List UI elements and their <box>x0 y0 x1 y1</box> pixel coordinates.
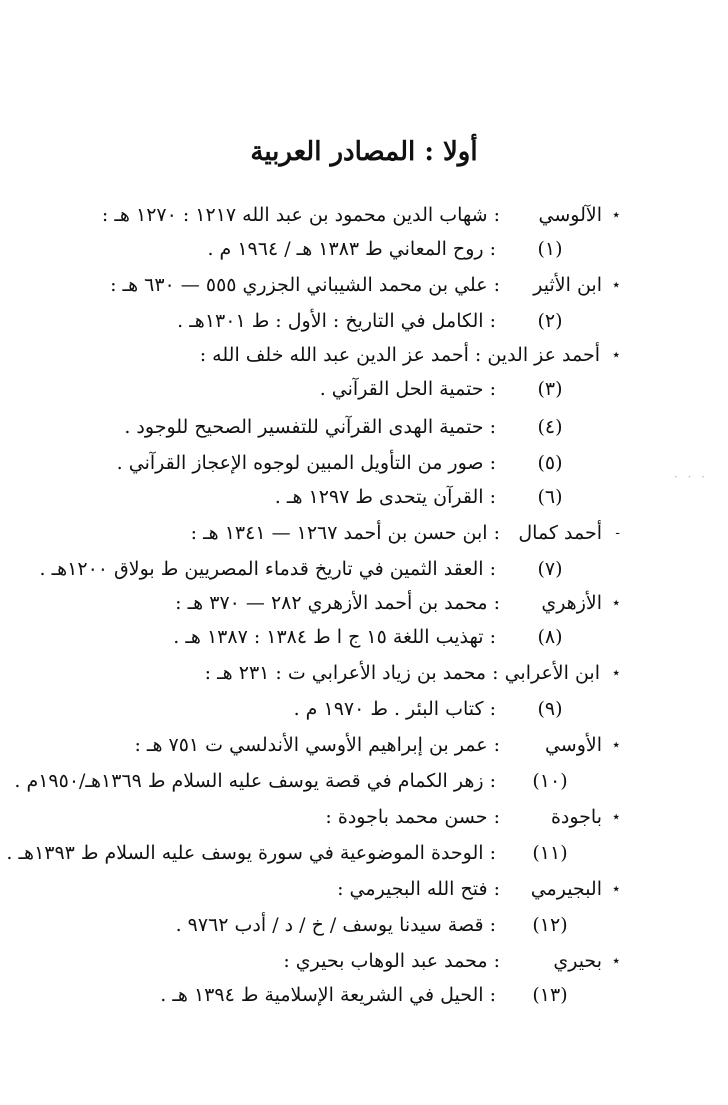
reference-title: : حتمية الهدى القرآني للتفسير الصحيح للوجود . <box>124 416 496 438</box>
reference-number: (١٢) <box>532 914 568 936</box>
bullet-star-icon: ٭ <box>612 277 620 293</box>
reference-number: (١٣) <box>532 984 568 1006</box>
reference-number: (٧) <box>537 558 563 580</box>
author-details: : فتح الله البجيرمي : <box>337 878 500 900</box>
author-entry <box>0 656 728 690</box>
reference-entry <box>0 480 728 514</box>
reference-title: : روح المعاني ط ١٣٨٣ هـ / ١٩٦٤ م . <box>207 238 496 260</box>
reference-number: (١٠) <box>532 770 568 792</box>
reference-title: : العقد الثمين في تاريخ قدماء المصريين ط بولاق ١٢٠٠هـ . <box>39 558 496 580</box>
reference-number: (٥) <box>537 452 563 474</box>
reference-number: (١١) <box>532 842 568 864</box>
reference-title: : القرآن يتحدى ط ١٢٩٧ هـ . <box>274 486 496 508</box>
author-details: : محمد عبد الوهاب بحيري : <box>283 950 500 972</box>
author-name: أحمد كمال <box>518 522 602 544</box>
reference-entry <box>0 620 728 654</box>
reference-title: : حتمية الحل القرآني . <box>319 378 496 400</box>
reference-title: : كتاب البئر . ط ١٩٧٠ م . <box>293 698 496 720</box>
reference-entry <box>0 446 728 480</box>
reference-entry <box>0 372 728 406</box>
reference-entry <box>0 410 728 444</box>
bullet-star-icon: ٭ <box>612 809 620 825</box>
author-entry <box>0 586 728 620</box>
author-details: : علي بن محمد الشيباني الجزري ٥٥٥ — ٦٣٠ هـ : <box>110 274 500 296</box>
reference-number: (٢) <box>537 310 563 332</box>
reference-number: (٤) <box>537 416 563 438</box>
author-details: : حسن محمد باجودة : <box>325 806 500 828</box>
author-entry <box>0 944 728 978</box>
bullet-star-icon: ٭ <box>612 953 620 969</box>
reference-entry <box>0 552 728 586</box>
reference-entry <box>0 304 728 338</box>
reference-number: (٨) <box>537 626 563 648</box>
author-entry <box>0 198 728 232</box>
bullet-star-icon: ٭ <box>612 665 620 681</box>
bullet-star-icon: ٭ <box>612 737 620 753</box>
reference-title: : الحيل في الشريعة الإسلامية ط ١٣٩٤ هـ . <box>160 984 496 1006</box>
reference-title: : صور من التأويل المبين لوجوه الإعجاز القرآني . <box>116 452 496 474</box>
bullet-star-icon: ٭ <box>612 347 620 363</box>
reference-title: : الوحدة الموضوعية في سورة يوسف عليه السلام ط ١٣٩٣هـ . <box>6 842 496 864</box>
reference-title: : زهر الكمام في قصة يوسف عليه السلام ط ١٣٦٩هـ/١٩٥٠م . <box>14 770 496 792</box>
scan-noise-dots: · · · <box>673 470 708 484</box>
author-details: : شهاب الدين محمود بن عبد الله ١٢١٧ : ١٢٧٠ هـ : <box>101 204 500 226</box>
author-name: باجودة <box>550 806 602 828</box>
author-entry <box>0 268 728 302</box>
author-details: ابن الأعرابي : محمد بن زياد الأعرابي ت : ٢٣١ هـ : <box>204 662 600 684</box>
author-entry <box>0 800 728 834</box>
author-details: أحمد عز الدين : أحمد عز الدين عبد الله خلف الله : <box>199 344 600 366</box>
author-details: : محمد بن أحمد الأزهري ٢٨٢ — ٣٧٠ هـ : <box>175 592 500 614</box>
reference-title: : قصة سيدنا يوسف / خ / د / أدب ٩٧٦٢ . <box>175 914 496 936</box>
author-entry <box>0 516 728 550</box>
reference-entry <box>0 978 728 1012</box>
page-title: أولا : المصادر العربية <box>250 137 478 167</box>
bullet-star-icon: ٭ <box>612 881 620 897</box>
author-details: : ابن حسن بن أحمد ١٢٦٧ — ١٣٤١ هـ : <box>190 522 500 544</box>
bullet-star-icon: ٭ <box>612 207 620 223</box>
reference-number: (٦) <box>537 486 563 508</box>
author-entry <box>0 338 728 372</box>
author-details: : عمر بن إبراهيم الأوسي الأندلسي ت ٧٥١ هـ : <box>134 734 500 756</box>
reference-entry <box>0 764 728 798</box>
bullet-dash-icon: - <box>615 525 620 541</box>
reference-title: : تهذيب اللغة ١٥ ج ا ط ١٣٨٤ : ١٣٨٧ هـ . <box>173 626 496 648</box>
author-entry <box>0 872 728 906</box>
author-name: بحيري <box>553 950 602 972</box>
author-name: الآلوسي <box>538 204 602 226</box>
author-name: ابن الأثير <box>533 274 602 296</box>
author-entry <box>0 728 728 762</box>
author-name: البجيرمي <box>530 878 602 900</box>
reference-number: (١) <box>537 238 563 260</box>
reference-number: (٩) <box>537 698 563 720</box>
bullet-star-icon: ٭ <box>612 595 620 611</box>
reference-entry <box>0 692 728 726</box>
reference-entry <box>0 908 728 942</box>
reference-number: (٣) <box>537 378 563 400</box>
reference-title: : الكامل في التاريخ : الأول : ط ١٣٠١هـ . <box>177 310 496 332</box>
reference-entry <box>0 232 728 266</box>
reference-entry <box>0 836 728 870</box>
author-name: الأزهري <box>541 592 602 614</box>
author-name: الأوسي <box>544 734 602 756</box>
